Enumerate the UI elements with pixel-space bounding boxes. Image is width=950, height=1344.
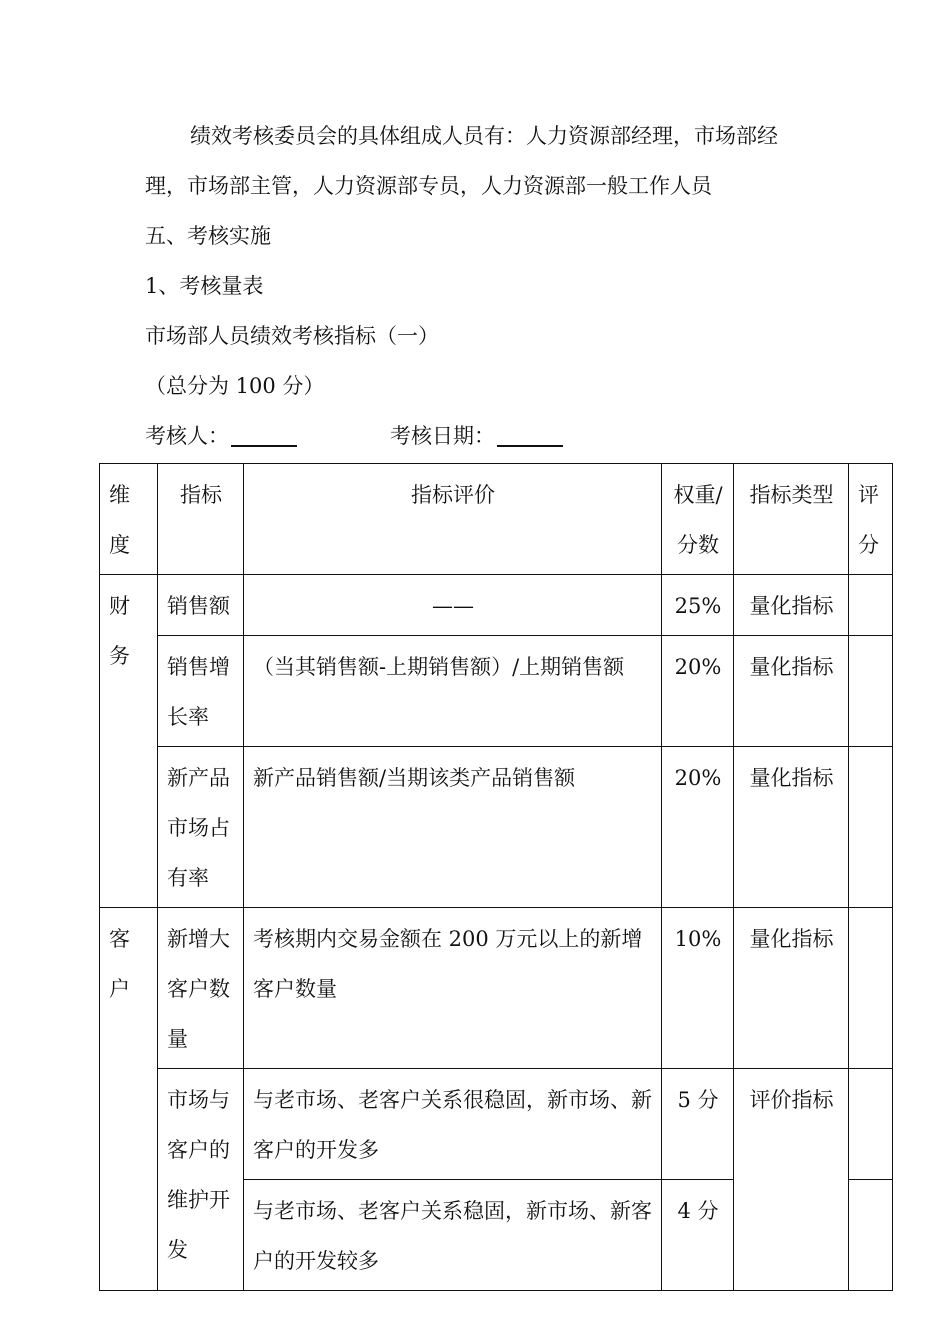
type-cell: 量化指标 [734,575,849,636]
type-cell: 量化指标 [734,747,849,908]
header-indicator: 指标 [158,464,244,575]
table-title: 市场部人员绩效考核指标（一） [145,324,439,348]
type-cell: 评价指标 [734,1069,849,1291]
table-row [100,908,893,1069]
evaluation-cell: 与老市场、老客户关系稳固，新市场、新客户的开发较多 [244,1180,662,1291]
indicator-cell: 新产品市场占有率 [158,747,244,908]
date-blank [497,423,563,447]
header-weight: 权重/分数 [662,464,734,575]
assessor-label: 考核人： [145,424,229,448]
paragraph-line-1: 绩效考核委员会的具体组成人员有：人力资源部经理，市场部经 [190,124,778,148]
header-evaluation: 指标评价 [244,464,662,575]
signature-line [145,421,297,451]
weight-cell: 25% [662,575,734,636]
evaluation-cell: 考核期内交易金额在 200 万元以上的新增客户数量 [244,908,662,1069]
score-cell [849,636,893,747]
total-score-note: （总分为 100 分） [145,374,325,398]
score-cell [849,1180,893,1291]
weight-cell: 20% [662,747,734,908]
dimension-customer: 客户 [100,908,158,1291]
table-row [100,575,893,636]
evaluation-cell: （当其销售额-上期销售额）/上期销售额 [244,636,662,747]
header-score: 评分 [849,464,893,575]
assessment-table [99,463,893,1291]
score-cell [849,1069,893,1180]
indicator-cell: 销售增长率 [158,636,244,747]
table-row [100,747,893,908]
sub-heading: 1、考核量表 [145,274,264,298]
date-line [390,421,563,451]
type-cell: 量化指标 [734,636,849,747]
type-cell: 量化指标 [734,908,849,1069]
evaluation-cell: 新产品销售额/当期该类产品销售额 [244,747,662,908]
weight-cell: 20% [662,636,734,747]
table-row [100,636,893,747]
indicator-cell: 销售额 [158,575,244,636]
header-type: 指标类型 [734,464,849,575]
dimension-finance: 财务 [100,575,158,908]
header-dimension: 维度 [100,464,158,575]
assessor-blank [231,423,297,447]
score-cell [849,747,893,908]
indicator-cell: 市场与客户的维护开发 [158,1069,244,1291]
paragraph-line-2: 理，市场部主管，人力资源部专员，人力资源部一般工作人员 [145,174,712,198]
table-row [100,1069,893,1180]
evaluation-cell: 与老市场、老客户关系很稳固，新市场、新客户的开发多 [244,1069,662,1180]
score-cell [849,575,893,636]
indicator-cell: 新增大客户数量 [158,908,244,1069]
section-heading: 五、考核实施 [145,224,271,248]
weight-cell: 4 分 [662,1180,734,1291]
score-cell [849,908,893,1069]
table-header-row [100,464,893,575]
date-label: 考核日期： [390,424,495,448]
evaluation-cell: —— [244,575,662,636]
weight-cell: 5 分 [662,1069,734,1180]
weight-cell: 10% [662,908,734,1069]
